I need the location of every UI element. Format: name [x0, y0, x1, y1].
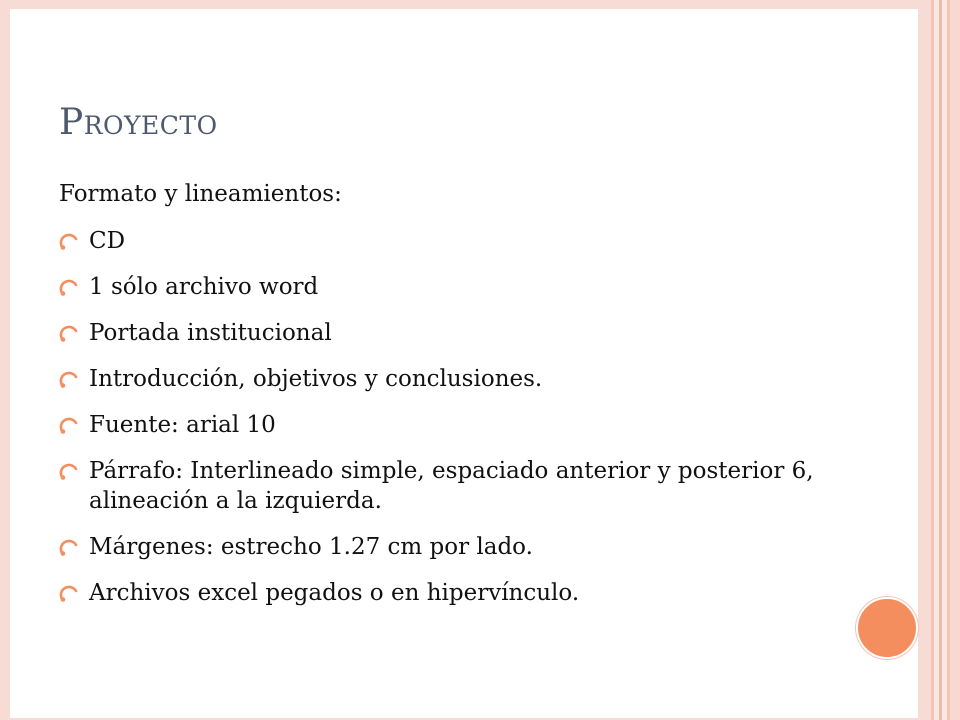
list-item — [59, 578, 819, 608]
slide-title: Proyecto — [59, 102, 218, 143]
list-item-text: Archivos excel pegados o en hipervínculo. — [89, 580, 580, 606]
list-item-text: Introducción, objetivos y conclusiones. — [89, 366, 543, 392]
list-item — [59, 272, 819, 302]
list-item — [59, 532, 819, 562]
orange-arc-bullet-icon — [59, 324, 79, 344]
orange-arc-bullet-icon — [59, 538, 79, 558]
right-decorative-stripes — [918, 0, 960, 720]
list-item — [59, 364, 819, 394]
slide-frame-left — [0, 0, 10, 720]
list-item-text: CD — [89, 228, 126, 254]
list-item — [59, 456, 819, 516]
slide-frame-top — [0, 0, 960, 9]
list-item-text: 1 sólo archivo word — [89, 274, 319, 300]
slide-subtitle: Formato y lineamientos: — [59, 181, 342, 207]
orange-arc-bullet-icon — [59, 278, 79, 298]
list-item-text: Portada institucional — [89, 320, 332, 346]
orange-arc-bullet-icon — [59, 584, 79, 604]
list-item-text: Fuente: arial 10 — [89, 412, 276, 438]
list-item-text: Márgenes: estrecho 1.27 cm por lado. — [89, 534, 533, 560]
orange-arc-bullet-icon — [59, 416, 79, 436]
list-item — [59, 318, 819, 348]
list-item — [59, 410, 819, 440]
list-item-text: Párrafo: Interlineado simple, espaciado anterior y posterior 6, alineación a la izquierda. — [89, 458, 814, 514]
list-item — [59, 226, 819, 256]
orange-arc-bullet-icon — [59, 232, 79, 252]
bullet-list — [59, 226, 819, 624]
orange-arc-bullet-icon — [59, 370, 79, 390]
orange-circle-decoration — [856, 597, 918, 659]
orange-arc-bullet-icon — [59, 462, 79, 482]
